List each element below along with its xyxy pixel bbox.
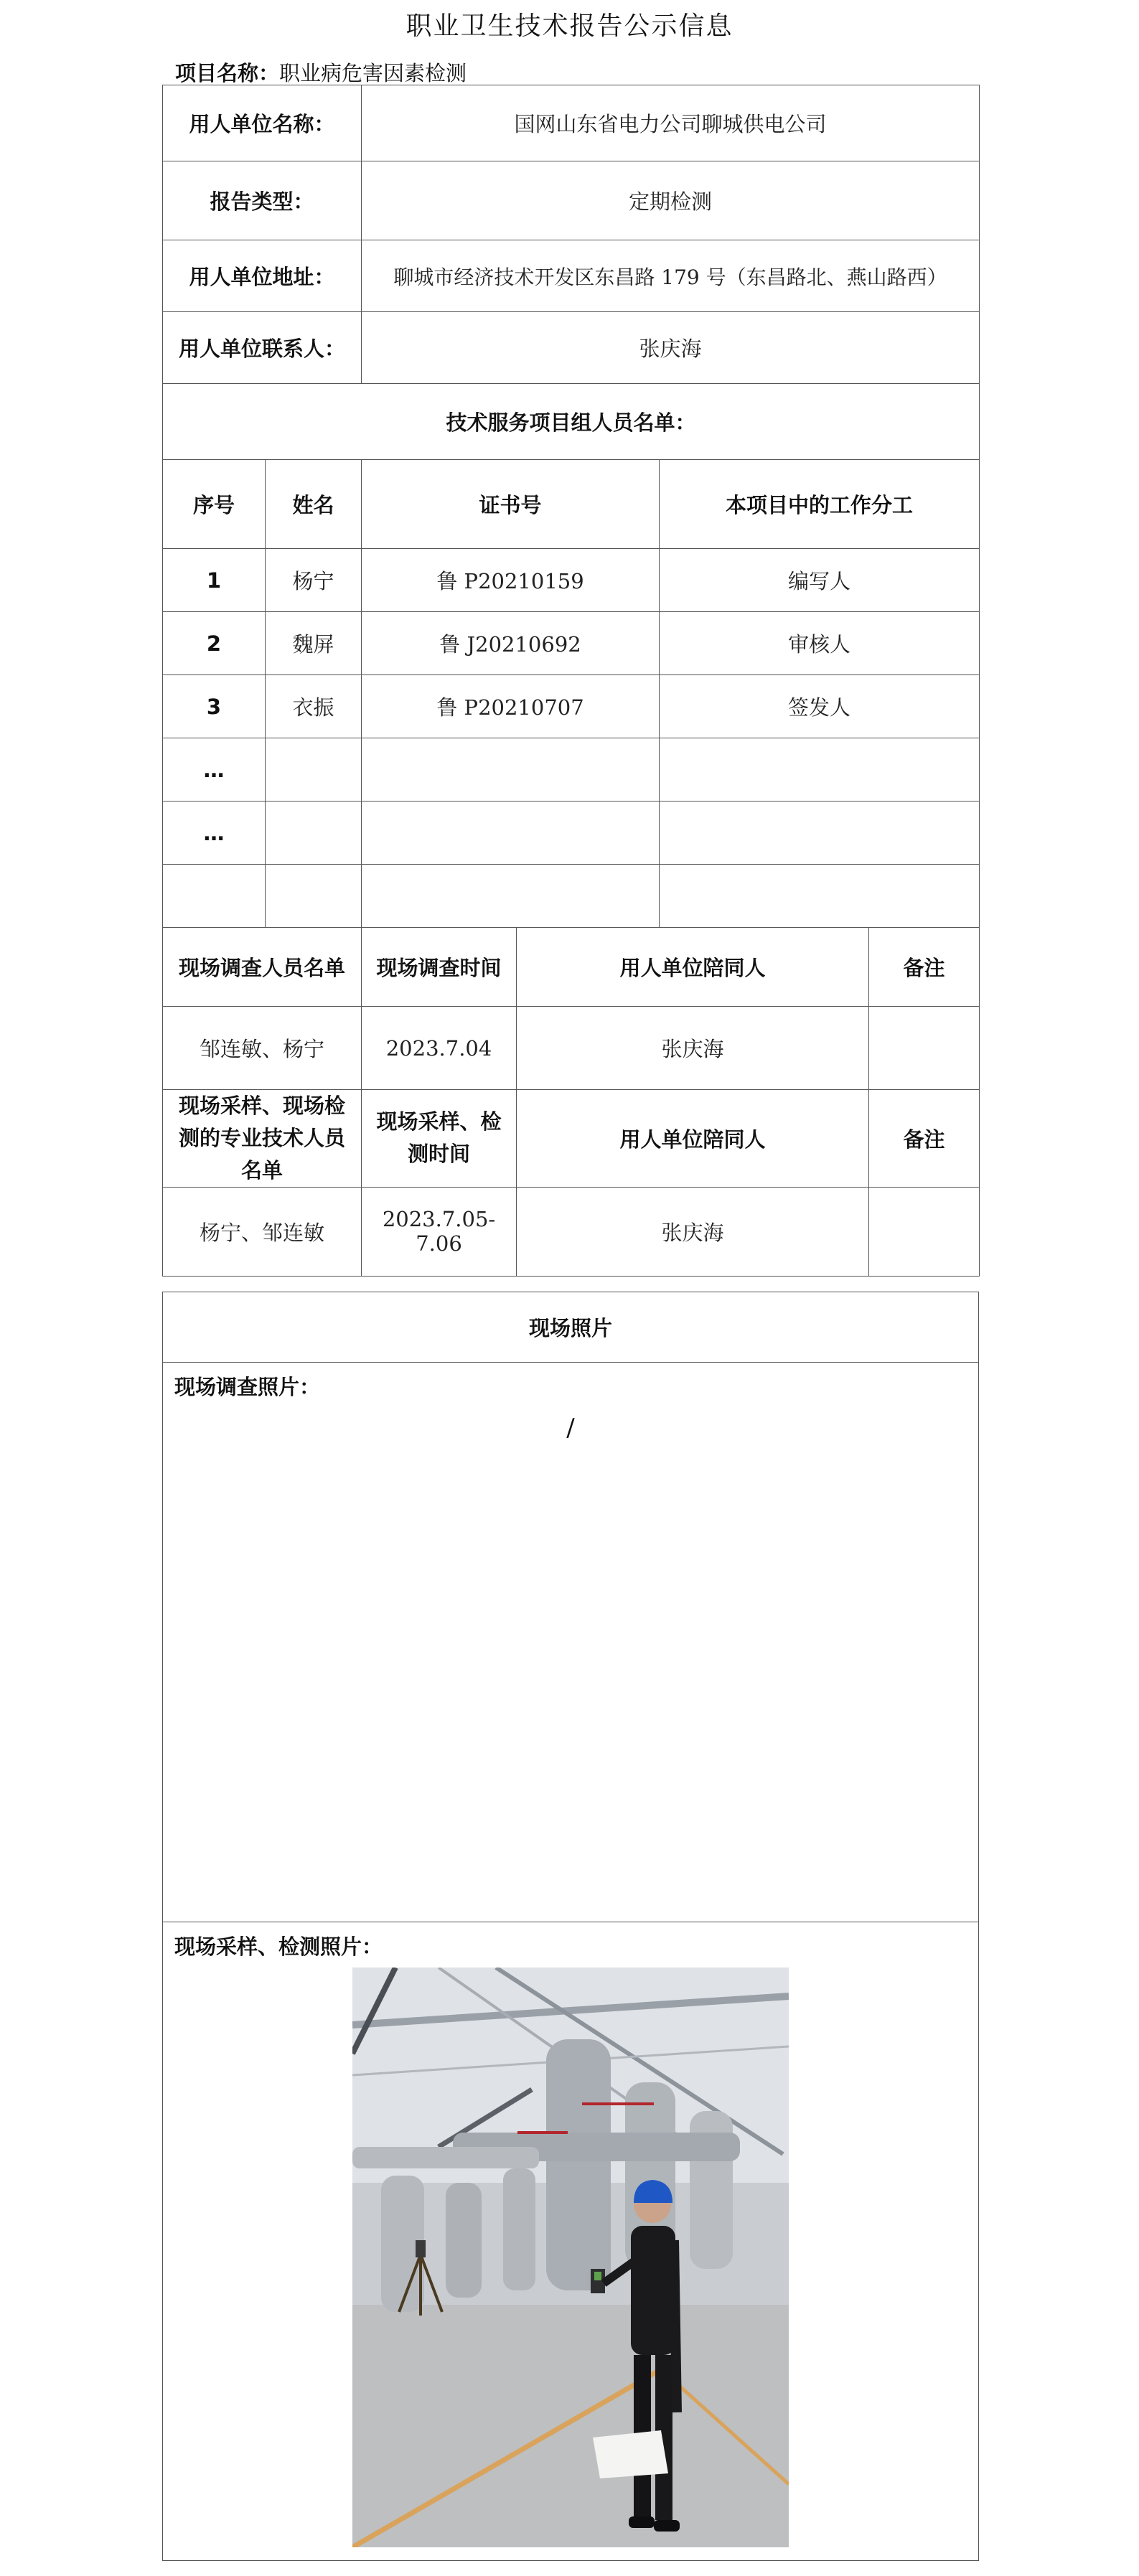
sampling-header-remark: 备注 — [869, 1090, 980, 1188]
survey-escort: 张庆海 — [517, 1007, 869, 1090]
report-info-table — [162, 85, 980, 1277]
team-row-role — [660, 738, 980, 802]
employer-contact-value: 张庆海 — [362, 312, 980, 384]
project-name-line — [175, 57, 467, 87]
photos-heading: 现场照片 — [163, 1292, 979, 1363]
team-row-name — [266, 865, 362, 928]
table-row — [163, 865, 980, 928]
sampling-photo-label: 现场采样、检测照片： — [174, 1935, 383, 1959]
survey-header-time: 现场调查时间 — [362, 928, 517, 1007]
project-name-label: 项目名称： — [175, 61, 280, 85]
survey-header-staff: 现场调查人员名单 — [163, 928, 362, 1007]
survey-remark — [869, 1007, 980, 1090]
team-row-name: 衣振 — [266, 675, 362, 738]
team-row-index: … — [163, 738, 266, 802]
team-row-name: 魏屏 — [266, 612, 362, 675]
employer-name-value: 国网山东省电力公司聊城供电公司 — [362, 85, 980, 161]
team-row-role — [660, 802, 980, 865]
sampling-photo-cell — [163, 1922, 979, 2561]
sampling-remark — [869, 1187, 980, 1276]
employer-name-label: 用人单位名称： — [163, 85, 362, 161]
survey-row — [163, 1007, 980, 1090]
team-header-row — [163, 460, 980, 549]
substation-photo-illustration — [352, 1968, 789, 2547]
team-heading: 技术服务项目组人员名单： — [163, 384, 980, 460]
team-row-index: … — [163, 802, 266, 865]
team-row-name: 杨宁 — [266, 549, 362, 612]
sampling-header-staff: 现场采样、现场检测的专业技术人员名单 — [163, 1090, 362, 1188]
survey-header-row — [163, 928, 980, 1007]
team-row-index — [163, 865, 266, 928]
employer-address-label: 用人单位地址： — [163, 240, 362, 312]
team-header-name: 姓名 — [266, 460, 362, 549]
table-row — [163, 612, 980, 675]
survey-header-escort: 用人单位陪同人 — [517, 928, 869, 1007]
sampling-photo — [352, 1968, 789, 2547]
table-row — [163, 675, 980, 738]
team-row-role: 编写人 — [660, 549, 980, 612]
team-row-role: 审核人 — [660, 612, 980, 675]
survey-time: 2023.7.04 — [362, 1007, 517, 1090]
team-header-certificate: 证书号 — [362, 460, 660, 549]
team-row-role: 签发人 — [660, 675, 980, 738]
sampling-header-time: 现场采样、检测时间 — [362, 1090, 517, 1188]
team-row-certificate: 鲁 J20210692 — [362, 612, 660, 675]
sampling-row — [163, 1187, 980, 1276]
employer-contact-label: 用人单位联系人： — [163, 312, 362, 384]
team-row-index: 3 — [163, 675, 266, 738]
project-name-value: 职业病危害因素检测 — [279, 61, 467, 85]
document-title: 职业卫生技术报告公示信息 — [406, 11, 733, 41]
employer-address-value: 聊城市经济技术开发区东昌路 179 号（东昌路北、燕山路西） — [362, 240, 980, 312]
team-row-certificate — [362, 738, 660, 802]
report-type-value: 定期检测 — [362, 161, 980, 240]
table-row — [163, 738, 980, 802]
table-row — [163, 549, 980, 612]
survey-photo-label: 现场调查照片： — [174, 1375, 321, 1399]
team-header-role: 本项目中的工作分工 — [660, 460, 980, 549]
team-header-index: 序号 — [163, 460, 266, 549]
site-photos-table — [162, 1292, 979, 2561]
sampling-header-row — [163, 1090, 980, 1188]
sampling-escort: 张庆海 — [517, 1187, 869, 1276]
team-row-name — [266, 738, 362, 802]
sampling-staff: 杨宁、邹连敏 — [163, 1187, 362, 1276]
survey-header-remark: 备注 — [869, 928, 980, 1007]
team-row-certificate — [362, 865, 660, 928]
sampling-time: 2023.7.05-7.06 — [362, 1187, 517, 1276]
team-row-certificate: 鲁 P20210707 — [362, 675, 660, 738]
survey-photo-cell — [163, 1363, 979, 1922]
table-row — [163, 802, 980, 865]
team-row-name — [266, 802, 362, 865]
team-row-certificate: 鲁 P20210159 — [362, 549, 660, 612]
team-row-index: 1 — [163, 549, 266, 612]
survey-staff: 邹连敏、杨宁 — [163, 1007, 362, 1090]
sampling-header-escort: 用人单位陪同人 — [517, 1090, 869, 1188]
team-row-role — [660, 865, 980, 928]
report-type-label: 报告类型： — [163, 161, 362, 240]
survey-photo-placeholder: / — [566, 1414, 575, 1442]
team-row-index: 2 — [163, 612, 266, 675]
team-row-certificate — [362, 802, 660, 865]
